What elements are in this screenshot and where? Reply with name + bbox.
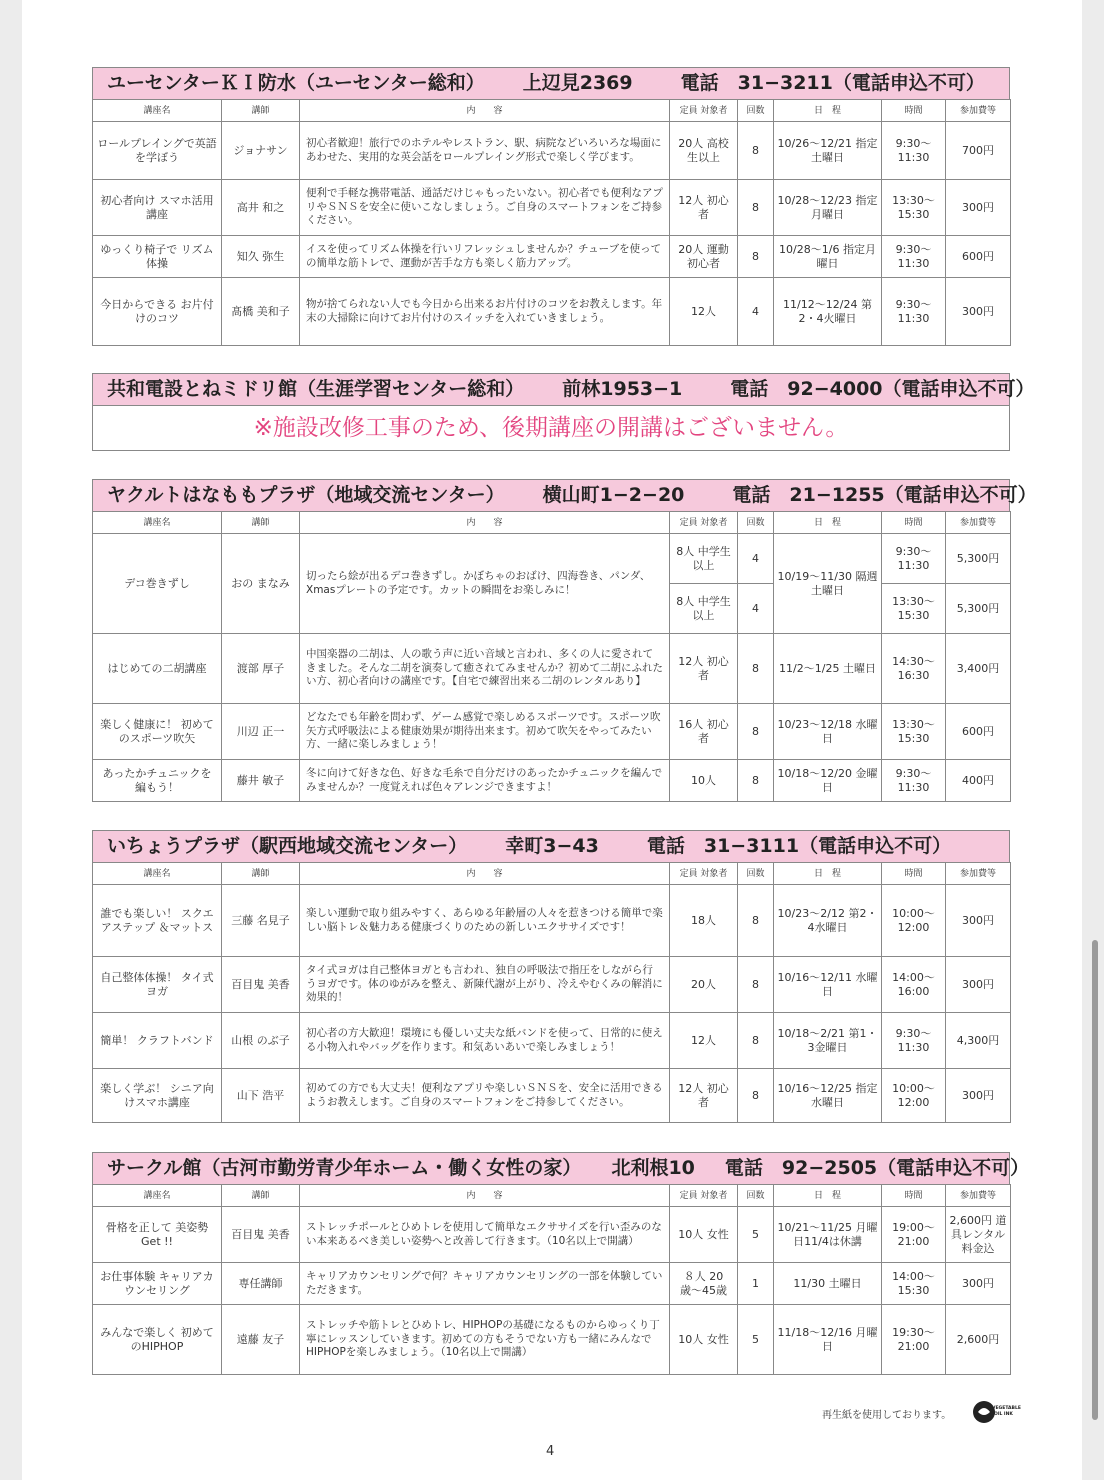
document-page (22, 0, 1082, 1480)
col-capacity: 定員 対象者 (670, 100, 738, 122)
col-content: 内 容 (300, 512, 670, 534)
page-number: 4 (546, 1444, 555, 1459)
capacity: 8人 中学生以上 (670, 584, 738, 634)
course-description: ストレッチポールとひめトレを使用して簡単なエクササイズを行い歪みのない本来あるべき美しい姿勢へと改善して行きます。（10名以上で開講） (300, 1207, 670, 1263)
sessions: 8 (738, 760, 774, 802)
course-description: 切ったら絵が出るデコ巻きずし。かぼちゃのおばけ、四海巻き、パンダ、Xmasプレートの予定です。カットの瞬間をお楽しみに！ (300, 534, 670, 634)
sessions: 8 (738, 957, 774, 1013)
col-schedule: 日 程 (774, 512, 882, 534)
sessions: 8 (738, 634, 774, 704)
facility-address: 横山町1−2−20 (542, 484, 685, 506)
table-row (93, 1207, 1011, 1263)
course-table (92, 99, 1011, 346)
col-time: 時間 (882, 863, 946, 885)
vertical-scrollbar[interactable] (1092, 940, 1098, 1420)
table-row (93, 122, 1011, 180)
table-header-row (93, 863, 1011, 885)
sessions: 8 (738, 1013, 774, 1069)
course-name: あったかチュニックを 編もう！ (93, 760, 222, 802)
teacher-name: 山下 浩平 (222, 1069, 300, 1123)
schedule: 11/12〜12/24 第2・4火曜日 (774, 278, 882, 346)
teacher-name: 川辺 正一 (222, 704, 300, 760)
fee: 300円 (946, 1263, 1011, 1305)
sessions: 8 (738, 704, 774, 760)
schedule: 11/18〜12/16 月曜日 (774, 1305, 882, 1375)
facility-header (92, 479, 1037, 511)
col-schedule: 日 程 (774, 100, 882, 122)
teacher-name: 渡部 厚子 (222, 634, 300, 704)
col-time: 時間 (882, 512, 946, 534)
capacity: 10人 (670, 760, 738, 802)
facility-address: 前林1953−1 (562, 378, 683, 400)
capacity: 10人 女性 (670, 1305, 738, 1375)
col-fee: 参加費等 (946, 1185, 1011, 1207)
capacity: 12人 初心者 (670, 1069, 738, 1123)
schedule: 10/26〜12/21 指定土曜日 (774, 122, 882, 180)
course-table (92, 1184, 1011, 1375)
table-row (93, 957, 1011, 1013)
time: 9:30〜 11:30 (882, 236, 946, 278)
course-description: 中国楽器の二胡は、人の歌う声に近い音域と言われ、多くの人に愛されてきました。そんな二胡を演奏して癒されてみませんか？初めて二胡にふれたい方、初心者向けの講座です。【自宅で練習出来る二胡のレンタルあり】 (300, 634, 670, 704)
fee: 5,300円 (946, 534, 1011, 584)
svg-text:OIL INK: OIL INK (994, 1412, 1013, 1417)
time: 13:30〜 15:30 (882, 584, 946, 634)
fee: 2,600円 (946, 1305, 1011, 1375)
fee: 300円 (946, 180, 1011, 236)
schedule: 10/19〜11/30 隔週土曜日 (774, 534, 882, 634)
course-description: 初心者の方大歓迎！環境にも優しい丈夫な紙バンドを使って、日常的に使える小物入れやバッグを作ります。和気あいあいで楽しみましょう！ (300, 1013, 670, 1069)
fee: 600円 (946, 236, 1011, 278)
col-fee: 参加費等 (946, 100, 1011, 122)
course-description: タイ式ヨガは自己整体ヨガとも言われ、独自の呼吸法で指圧をしながら行うヨガです。体のゆがみを整え、新陳代謝が上がり、冷えやむくみの解消に効果的！ (300, 957, 670, 1013)
schedule: 10/21〜11/25 月曜日11/4は休講 (774, 1207, 882, 1263)
capacity: 12人 初心者 (670, 634, 738, 704)
closure-notice: ※施設改修工事のため、後期講座の開講はございません。 (92, 405, 1010, 451)
capacity: 10人 女性 (670, 1207, 738, 1263)
teacher-name: 三藤 名見子 (222, 885, 300, 957)
facility-phone: 電話 21−1255（電話申込不可） (732, 484, 1037, 506)
facility-phone: 電話 92−4000（電話申込不可） (730, 378, 1035, 400)
col-schedule: 日 程 (774, 863, 882, 885)
capacity: 8人 中学生以上 (670, 534, 738, 584)
table-header-row (93, 1185, 1011, 1207)
fee: 2,600円 道具レンタル料金込 (946, 1207, 1011, 1263)
schedule: 11/30 土曜日 (774, 1263, 882, 1305)
course-name: ゆっくり椅子で リズム体操 (93, 236, 222, 278)
recycled-paper-note: 再生紙を使用しております。 (822, 1410, 952, 1421)
teacher-name: 遠藤 友子 (222, 1305, 300, 1375)
table-row (93, 236, 1011, 278)
fee: 600円 (946, 704, 1011, 760)
col-teacher: 講師 (222, 1185, 300, 1207)
vegetable-oil-ink-logo (970, 1396, 1021, 1428)
schedule: 10/18〜12/20 金曜日 (774, 760, 882, 802)
fee: 300円 (946, 885, 1011, 957)
course-description: キャリアカウンセリングで何？キャリアカウンセリングの一部を体験していただきます。 (300, 1263, 670, 1305)
table-row (93, 885, 1011, 957)
capacity: 12人 (670, 278, 738, 346)
facility-header (92, 1152, 1030, 1184)
teacher-name: 山根 のぶ子 (222, 1013, 300, 1069)
time: 14:30〜 16:30 (882, 634, 946, 704)
facility-title: いちょうプラザ（駅西地域交流センター） (107, 835, 468, 857)
schedule: 10/28〜1/6 指定月曜日 (774, 236, 882, 278)
fee: 700円 (946, 122, 1011, 180)
time: 10:00〜 12:00 (882, 1069, 946, 1123)
col-schedule: 日 程 (774, 1185, 882, 1207)
col-teacher: 講師 (222, 512, 300, 534)
facility-address: 上辺見2369 (522, 72, 633, 94)
col-teacher: 講師 (222, 100, 300, 122)
col-sessions: 回数 (738, 100, 774, 122)
capacity: 20人 (670, 957, 738, 1013)
table-row (93, 1263, 1011, 1305)
col-sessions: 回数 (738, 1185, 774, 1207)
sessions: 5 (738, 1207, 774, 1263)
schedule: 10/16〜12/11 水曜日 (774, 957, 882, 1013)
teacher-name: 百目鬼 美香 (222, 1207, 300, 1263)
course-name: 自己整体体操！ タイ式ヨガ (93, 957, 222, 1013)
col-fee: 参加費等 (946, 863, 1011, 885)
sessions: 8 (738, 180, 774, 236)
table-row (93, 1305, 1011, 1375)
table-row (93, 278, 1011, 346)
col-fee: 参加費等 (946, 512, 1011, 534)
col-capacity: 定員 対象者 (670, 1185, 738, 1207)
table-row (93, 1069, 1011, 1123)
facility-header (92, 830, 1010, 862)
col-course: 講座名 (93, 100, 222, 122)
sessions: 1 (738, 1263, 774, 1305)
capacity: 18人 (670, 885, 738, 957)
capacity: 16人 初心者 (670, 704, 738, 760)
col-time: 時間 (882, 1185, 946, 1207)
svg-text:VEGETABLE: VEGETABLE (992, 1406, 1021, 1411)
schedule: 10/23〜12/18 水曜日 (774, 704, 882, 760)
course-name: 骨格を正して 美姿勢Get !! (93, 1207, 222, 1263)
facility-phone: 電話 92−2505（電話申込不可） (724, 1157, 1030, 1179)
teacher-name: 髙橋 美和子 (222, 278, 300, 346)
table-header-row (93, 100, 1011, 122)
facility-section-hanamomo-plaza (92, 479, 1037, 802)
course-name: 簡単！ クラフトバンド (93, 1013, 222, 1069)
col-time: 時間 (882, 100, 946, 122)
course-name: 楽しく健康に！ 初めてのスポーツ吹矢 (93, 704, 222, 760)
capacity: 20人 高校生以上 (670, 122, 738, 180)
time: 14:00〜 15:30 (882, 1263, 946, 1305)
col-course: 講座名 (93, 863, 222, 885)
course-name: 誰でも楽しい！ スクエアステップ ＆マットス (93, 885, 222, 957)
capacity: 12人 初心者 (670, 180, 738, 236)
facility-header (92, 67, 1010, 99)
course-description: 便利で手軽な携帯電話、通話だけじゃもったいない。初心者でも便利なアプリやＳＮＳを安全に使いこなしましょう。ご自身のスマートフォンをご持参ください。 (300, 180, 670, 236)
course-name: はじめての二胡講座 (93, 634, 222, 704)
sessions: 4 (738, 534, 774, 584)
facility-section-circle-kan (92, 1152, 1030, 1375)
course-name: デコ巻きずし (93, 534, 222, 634)
col-course: 講座名 (93, 1185, 222, 1207)
course-description: 初心者歓迎！旅行でのホテルやレストラン、駅、病院などいろいろな場面にあわせた、実用的な英会話をロールプレイング形式で楽しく学びます。 (300, 122, 670, 180)
sessions: 8 (738, 885, 774, 957)
table-row (93, 634, 1011, 704)
course-name: みんなで楽しく 初めてのHIPHOP (93, 1305, 222, 1375)
col-sessions: 回数 (738, 863, 774, 885)
sessions: 4 (738, 278, 774, 346)
course-name: ロールプレイングで英語を学ぼう (93, 122, 222, 180)
capacity: 20人 運動初心者 (670, 236, 738, 278)
schedule: 10/18〜2/21 第1・3金曜日 (774, 1013, 882, 1069)
facility-title: サークル館（古河市勤労青少年ホーム・働く女性の家） (107, 1157, 582, 1179)
course-description: 物が捨てられない人でも今日から出来るお片付けのコツをお教えします。年末の大掃除に向けてお片付けのスイッチを入れていきましょう。 (300, 278, 670, 346)
fee: 400円 (946, 760, 1011, 802)
time: 9:30〜 11:30 (882, 278, 946, 346)
table-header-row (93, 512, 1011, 534)
sessions: 8 (738, 236, 774, 278)
teacher-name: 高井 和之 (222, 180, 300, 236)
facility-section-midori-kan (92, 373, 1035, 451)
time: 9:30〜 11:30 (882, 760, 946, 802)
col-content: 内 容 (300, 1185, 670, 1207)
course-description: 初めての方でも大丈夫！便利なアプリや楽しいＳＮＳを、安全に活用できるようお教えします。ご自身のスマートフォンをご持参してください。 (300, 1069, 670, 1123)
col-capacity: 定員 対象者 (670, 512, 738, 534)
course-name: 楽しく学ぶ！ シニア向けスマホ講座 (93, 1069, 222, 1123)
time: 13:30〜 15:30 (882, 704, 946, 760)
facility-address: 幸町3−43 (505, 835, 599, 857)
teacher-name: 藤井 敏子 (222, 760, 300, 802)
time: 13:30〜 15:30 (882, 180, 946, 236)
schedule: 10/28〜12/23 指定月曜日 (774, 180, 882, 236)
teacher-name: 百目鬼 美香 (222, 957, 300, 1013)
course-name: 初心者向け スマホ活用講座 (93, 180, 222, 236)
course-description: イスを使ってリズム体操を行いリフレッシュしませんか？チューブを使っての簡単な筋トレで、運動が苦手な方も楽しく筋力アップ。 (300, 236, 670, 278)
sessions: 4 (738, 584, 774, 634)
time: 10:00〜 12:00 (882, 885, 946, 957)
table-row (93, 760, 1011, 802)
teacher-name: 専任講師 (222, 1263, 300, 1305)
course-table (92, 511, 1011, 802)
fee: 5,300円 (946, 584, 1011, 634)
facility-address: 北利根10 (611, 1157, 695, 1179)
facility-title: ヤクルトはなももプラザ（地域交流センター） (107, 484, 505, 506)
teacher-name: おの まなみ (222, 534, 300, 634)
col-capacity: 定員 対象者 (670, 863, 738, 885)
table-row (93, 180, 1011, 236)
capacity: 12人 (670, 1013, 738, 1069)
course-table (92, 862, 1011, 1123)
capacity: ８人 20歳〜45歳 (670, 1263, 738, 1305)
teacher-name: ジョナサン (222, 122, 300, 180)
time: 14:00〜 16:00 (882, 957, 946, 1013)
facility-section-yu-center (92, 67, 1010, 346)
col-content: 内 容 (300, 100, 670, 122)
col-course: 講座名 (93, 512, 222, 534)
course-description: 冬に向けて好きな色、好きな毛糸で自分だけのあったかチュニックを編んでみませんか？一度覚えれば色々アレンジできますよ！ (300, 760, 670, 802)
time: 9:30〜 11:30 (882, 534, 946, 584)
facility-section-icho-plaza (92, 830, 1010, 1123)
fee: 4,300円 (946, 1013, 1011, 1069)
facility-title: ユーセンターＫＩ防水（ユーセンター総和） (107, 72, 485, 94)
col-sessions: 回数 (738, 512, 774, 534)
course-description: ストレッチや筋トレとひめトレ、HIPHOPの基礎になるものからゆっくり丁寧にレッスンしていきます。初めての方もそうでない方も一緒にみんなでHIPHOPを楽しみましょう。（10名以上で開講） (300, 1305, 670, 1375)
time: 9:30〜 11:30 (882, 1013, 946, 1069)
course-name: お仕事体験 キャリアカウンセリング (93, 1263, 222, 1305)
sessions: 5 (738, 1305, 774, 1375)
schedule: 11/2〜1/25 土曜日 (774, 634, 882, 704)
facility-header (92, 373, 1035, 405)
time: 9:30〜 11:30 (882, 122, 946, 180)
time: 19:00〜 21:00 (882, 1207, 946, 1263)
table-row (93, 534, 1011, 584)
col-teacher: 講師 (222, 863, 300, 885)
time: 19:30〜 21:00 (882, 1305, 946, 1375)
table-row (93, 704, 1011, 760)
course-description: 楽しい運動で取り組みやすく、あらゆる年齢層の人々を惹きつける簡単で楽しい脳トレ＆魅力ある健康づくりのための新しいエクササイズです！ (300, 885, 670, 957)
sessions: 8 (738, 122, 774, 180)
facility-title: 共和電設とねミドリ館（生涯学習センター総和） (107, 378, 525, 400)
col-content: 内 容 (300, 863, 670, 885)
sessions: 8 (738, 1069, 774, 1123)
course-name: 今日からできる お片付けのコツ (93, 278, 222, 346)
facility-phone: 電話 31−3111（電話申込不可） (646, 835, 952, 857)
facility-phone: 電話 31−3211（電話申込不可） (680, 72, 985, 94)
schedule: 10/23〜2/12 第2・4水曜日 (774, 885, 882, 957)
teacher-name: 知久 弥生 (222, 236, 300, 278)
fee: 300円 (946, 957, 1011, 1013)
fee: 3,400円 (946, 634, 1011, 704)
fee: 300円 (946, 278, 1011, 346)
course-description: どなたでも年齢を問わず、ゲーム感覚で楽しめるスポーツです。スポーツ吹矢方式呼吸法による健康効果が期待出来ます。初めて吹矢をやってみたい方、一緒に楽しみましょう！ (300, 704, 670, 760)
schedule: 10/16〜12/25 指定水曜日 (774, 1069, 882, 1123)
fee: 300円 (946, 1069, 1011, 1123)
table-row (93, 1013, 1011, 1069)
